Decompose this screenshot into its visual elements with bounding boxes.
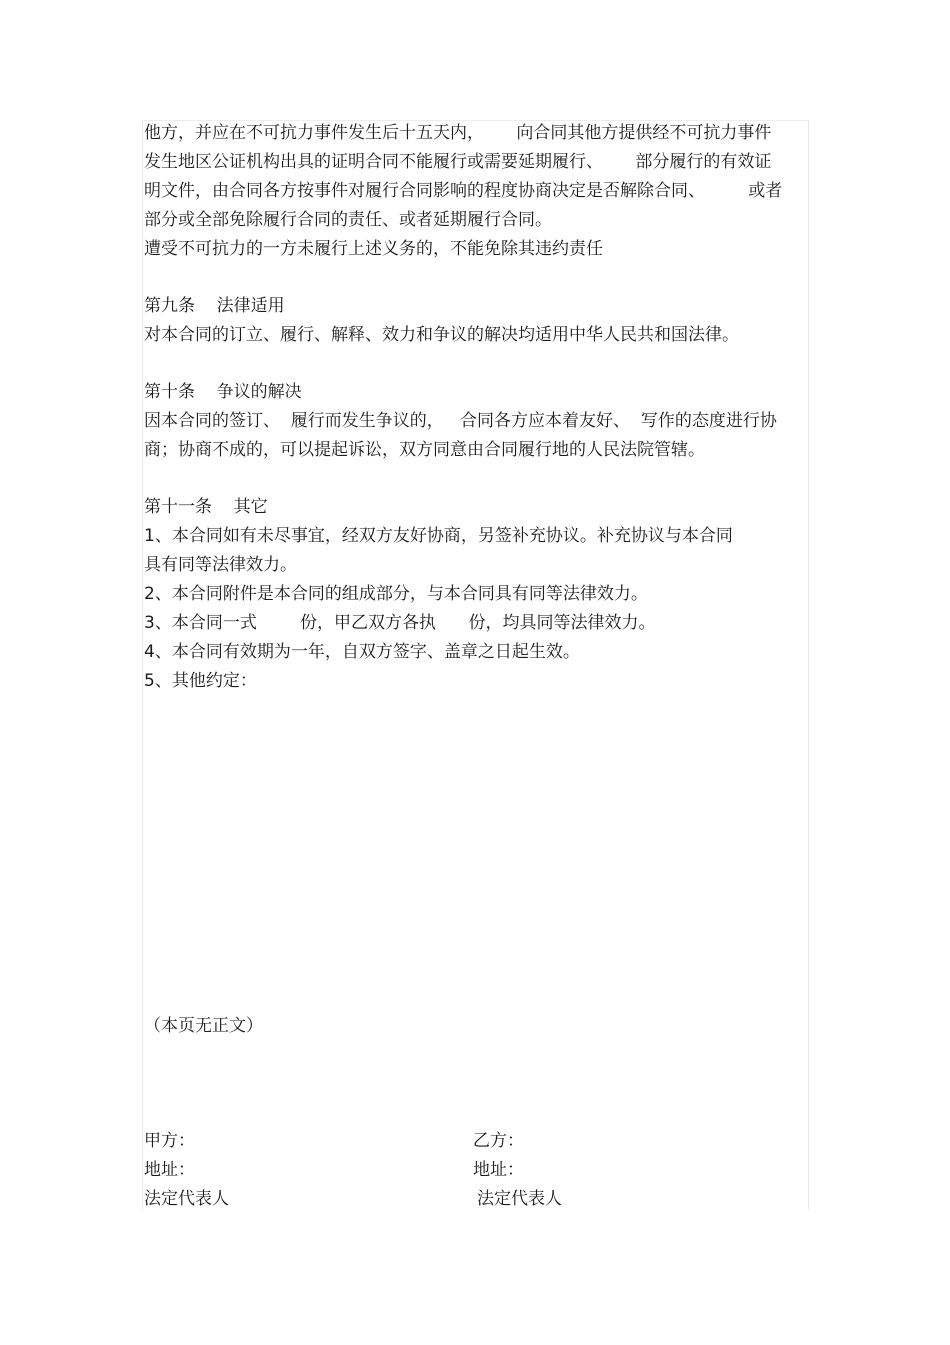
party-a-label: 甲方： xyxy=(144,1131,195,1151)
clause-text-line: 发生地区公证机构出具的证明合同不能履行或需要延期履行、 部分履行的有效证 xyxy=(144,152,772,172)
clause-text-line: 他方，并应在不可抗力事件发生后十五天内， 向合同其他方提供经不可抗力事件 xyxy=(144,123,772,143)
list-item: 具有同等法律效力。 xyxy=(144,555,297,575)
section-heading: 第十一条 其它 xyxy=(144,497,268,517)
clause-text-line: 部分或全部免除履行合同的责任、或者延期履行合同。 xyxy=(144,210,552,230)
party-b-label: 乙方： xyxy=(473,1131,524,1151)
party-b-representative: 法定代表人 xyxy=(477,1189,562,1209)
clause-text-line: 遭受不可抗力的一方未履行上述义务的，不能免除其违约责任 xyxy=(144,239,603,259)
list-item: 5、其他约定： xyxy=(144,671,257,691)
clause-text-line: 商；协商不成的，可以提起诉讼，双方同意由合同履行地的人民法院管辖。 xyxy=(144,440,705,460)
list-item: 3、本合同一式 份，甲乙双方各执 份，均具同等法律效力。 xyxy=(144,613,656,633)
list-item: 4、本合同有效期为一年，自双方签字、盖章之日起生效。 xyxy=(144,642,580,662)
clause-text-line: 对本合同的订立、履行、解释、效力和争议的解决均适用中华人民共和国法律。 xyxy=(144,325,739,345)
list-item: 1、本合同如有未尽事宜，经双方友好协商，另签补充协议。补充协议与本合同 xyxy=(144,526,733,546)
party-b-address: 地址： xyxy=(473,1160,524,1180)
page-frame xyxy=(142,120,809,1209)
clause-text-line: 明文件，由合同各方按事件对履行合同影响的程度协商决定是否解除合同、 或者 xyxy=(144,181,783,201)
section-heading: 第九条 法律适用 xyxy=(144,296,285,316)
list-item: 2、本合同附件是本合同的组成部分，与本合同具有同等法律效力。 xyxy=(144,584,648,604)
party-a-address: 地址： xyxy=(144,1160,195,1180)
no-content-note: （本页无正文） xyxy=(144,1016,263,1036)
party-a-representative: 法定代表人 xyxy=(144,1189,229,1209)
clause-text-line: 因本合同的签订、 履行而发生争议的， 合同各方应本着友好、 写作的态度进行协 xyxy=(144,411,777,431)
section-heading: 第十条 争议的解决 xyxy=(144,382,302,402)
